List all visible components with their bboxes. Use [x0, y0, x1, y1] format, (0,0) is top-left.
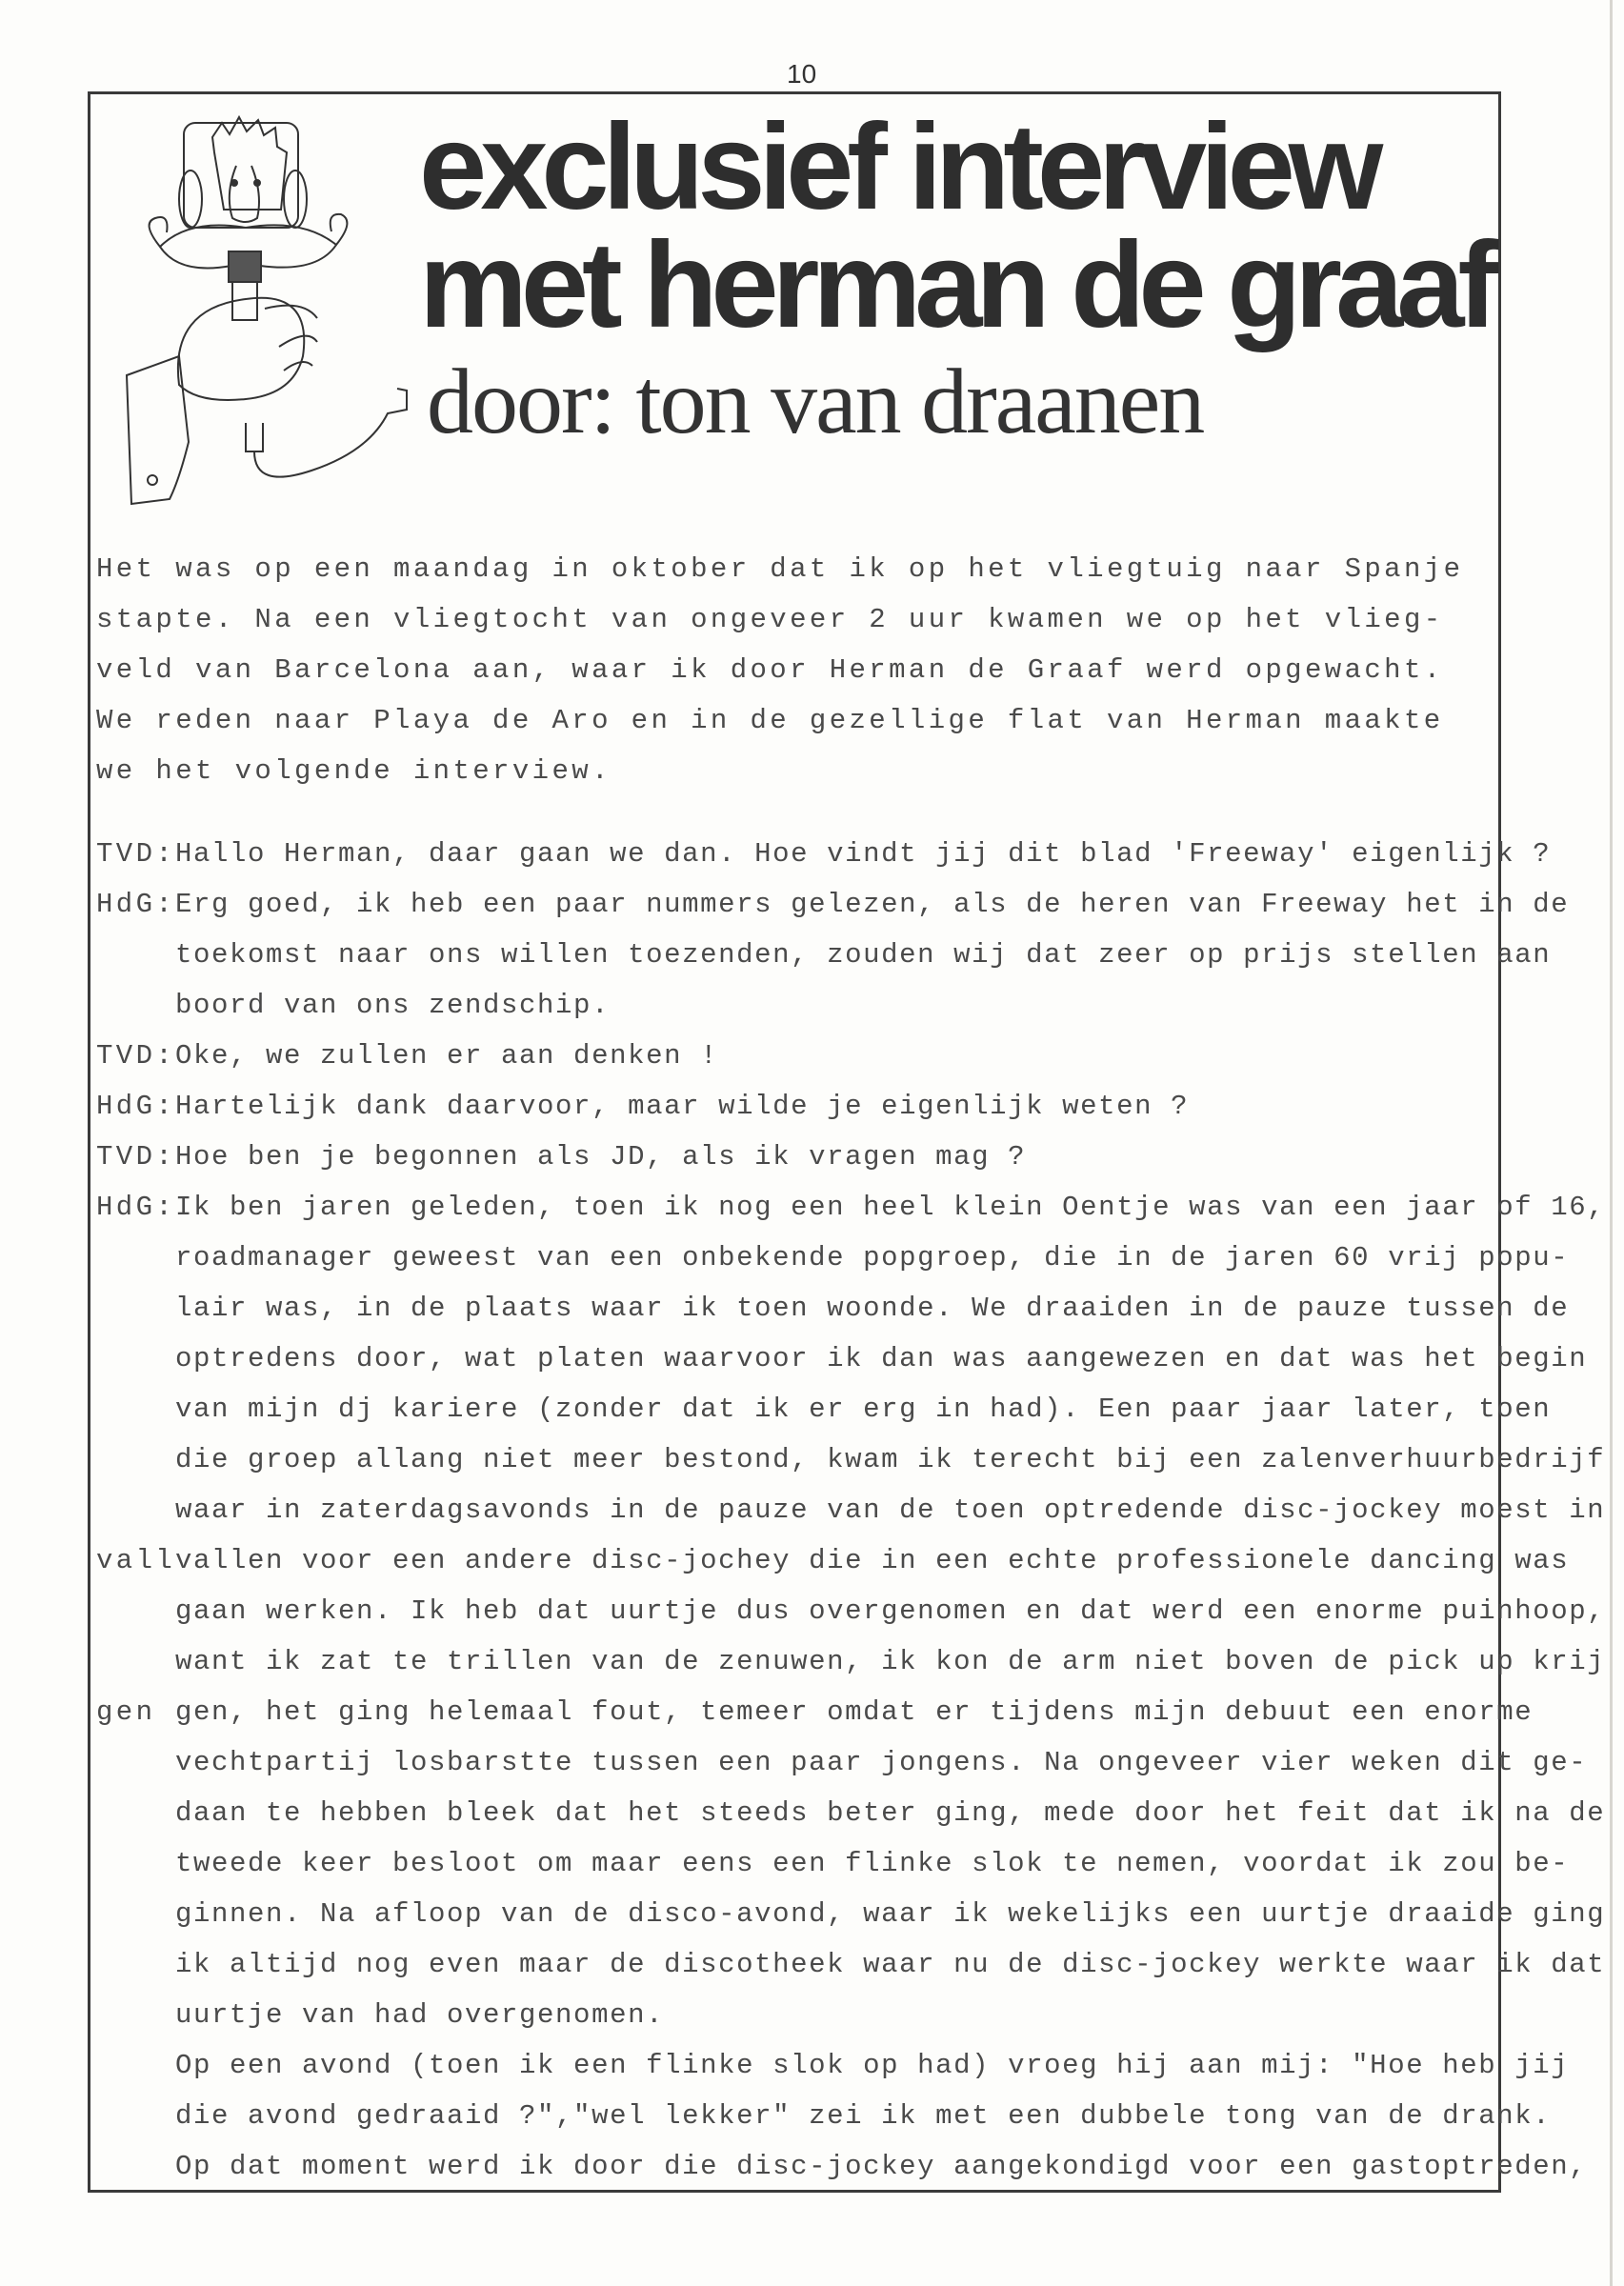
- dialog-line: die groep allang niet meer bestond, kwam ik terecht bij een zalenverhuurbedrijf: [175, 1444, 1606, 1475]
- margin-note: vall: [96, 1545, 176, 1576]
- dialog-line: want ik zat te trillen van de zenuwen, ik kon de arm niet boven de pick up krij: [175, 1646, 1606, 1677]
- dialog-line: boord van ons zendschip.: [175, 990, 611, 1021]
- dialog-line: toekomst naar ons willen toezenden, zouden wij dat zeer op prijs stellen aan: [175, 939, 1552, 971]
- intro-line: stapte. Na een vliegtocht van ongeveer 2 uur kwamen we op het vlieg-: [96, 604, 1444, 635]
- dialog-line: uurtje van had overgenomen.: [175, 1999, 665, 2031]
- dialog-line: Hoe ben je begonnen als JD, als ik vragen mag ?: [175, 1141, 1027, 1173]
- dialog-line: tweede keer besloot om maar eens een flinke slok te nemen, voordat ik zou be-: [175, 1848, 1570, 1879]
- speaker-label: TVD:: [96, 1141, 176, 1173]
- dialog-line: Erg goed, ik heb een paar nummers gelezen, als de heren van Freeway het in de: [175, 889, 1570, 920]
- dialog-line: daan te hebben bleek dat het steeds beter ging, mede door het feit dat ik na de: [175, 1797, 1606, 1829]
- dialog-line: die avond gedraaid ?","wel lekker" zei ik met een dubbele tong van de drank.: [175, 2100, 1552, 2132]
- dialog-line: ginnen. Na afloop van de disco-avond, waar ik wekelijks een uurtje draaide ging: [175, 1898, 1606, 1930]
- intro-line: We reden naar Playa de Aro en in de gezellige flat van Herman maakte: [96, 705, 1444, 736]
- dialog-line: van mijn dj kariere (zonder dat ik er erg in had). Een paar jaar later, toen: [175, 1394, 1552, 1425]
- dialog-line: gen, het ging helemaal fout, temeer omdat er tijdens mijn debuut een enorme: [175, 1696, 1534, 1728]
- dialog-line: Ik ben jaren geleden, toen ik nog een heel klein Oentje was van een jaar of 16,: [175, 1192, 1606, 1223]
- byline: door: ton van draanen: [427, 351, 1204, 453]
- speaker-label: HdG:: [96, 1091, 176, 1122]
- dialog-line: optredens door, wat platen waarvoor ik dan was aangewezen en dat was het begin: [175, 1343, 1588, 1374]
- intro-line: Het was op een maandag in oktober dat ik op het vliegtuig naar Spanje: [96, 553, 1464, 585]
- dialog-line: Hallo Herman, daar gaan we dan. Hoe vindt jij dit blad 'Freeway' eigenlijk ?: [175, 838, 1552, 870]
- dialog-line: waar in zaterdagsavonds in de pauze van de toen optredende disc-jockey moest in: [175, 1494, 1606, 1526]
- intro-line: we het volgende interview.: [96, 755, 612, 787]
- dialog-line: Oke, we zullen er aan denken !: [175, 1040, 719, 1072]
- margin-note: gen: [96, 1696, 156, 1728]
- dialog-line: vallen voor een andere disc-jochey die in een echte professionele dancing was: [175, 1545, 1570, 1576]
- page-edge: [1610, 0, 1613, 2286]
- page-number: 10: [787, 59, 817, 89]
- speaker-label: TVD:: [96, 838, 176, 870]
- dialog-line: Hartelijk dank daarvoor, maar wilde je eigenlijk weten ?: [175, 1091, 1190, 1122]
- intro-line: veld van Barcelona aan, waar ik door Herman de Graaf werd opgewacht.: [96, 654, 1444, 686]
- dialog-line: Op dat moment werd ik door die disc-jockey aangekondigd voor een gastoptreden,: [175, 2151, 1588, 2182]
- dialog-line: lair was, in de plaats waar ik toen woonde. We draaiden in de pauze tussen de: [175, 1293, 1570, 1324]
- dialog-line: Op een avond (toen ik een flinke slok op had) vroeg hij aan mij: "Hoe heb jij: [175, 2050, 1570, 2081]
- dialog-line: vechtpartij losbarstte tussen een paar jongens. Na ongeveer vier weken dit ge-: [175, 1747, 1588, 1778]
- dj-cartoon-illustration: [122, 99, 419, 507]
- dialog-line: gaan werken. Ik heb dat uurtje dus overgenomen en dat werd een enorme puinhoop,: [175, 1595, 1606, 1627]
- title-line-2: met herman de graaf: [419, 217, 1493, 353]
- title-line-1: exclusief interview: [419, 99, 1377, 235]
- speaker-label: HdG:: [96, 1192, 176, 1223]
- speaker-label: HdG:: [96, 889, 176, 920]
- dialog-line: ik altijd nog even maar de discotheek waar nu de disc-jockey werkte waar ik dat: [175, 1949, 1606, 1980]
- speaker-label: TVD:: [96, 1040, 176, 1072]
- dialog-line: roadmanager geweest van een onbekende popgroep, die in de jaren 60 vrij popu-: [175, 1242, 1570, 1273]
